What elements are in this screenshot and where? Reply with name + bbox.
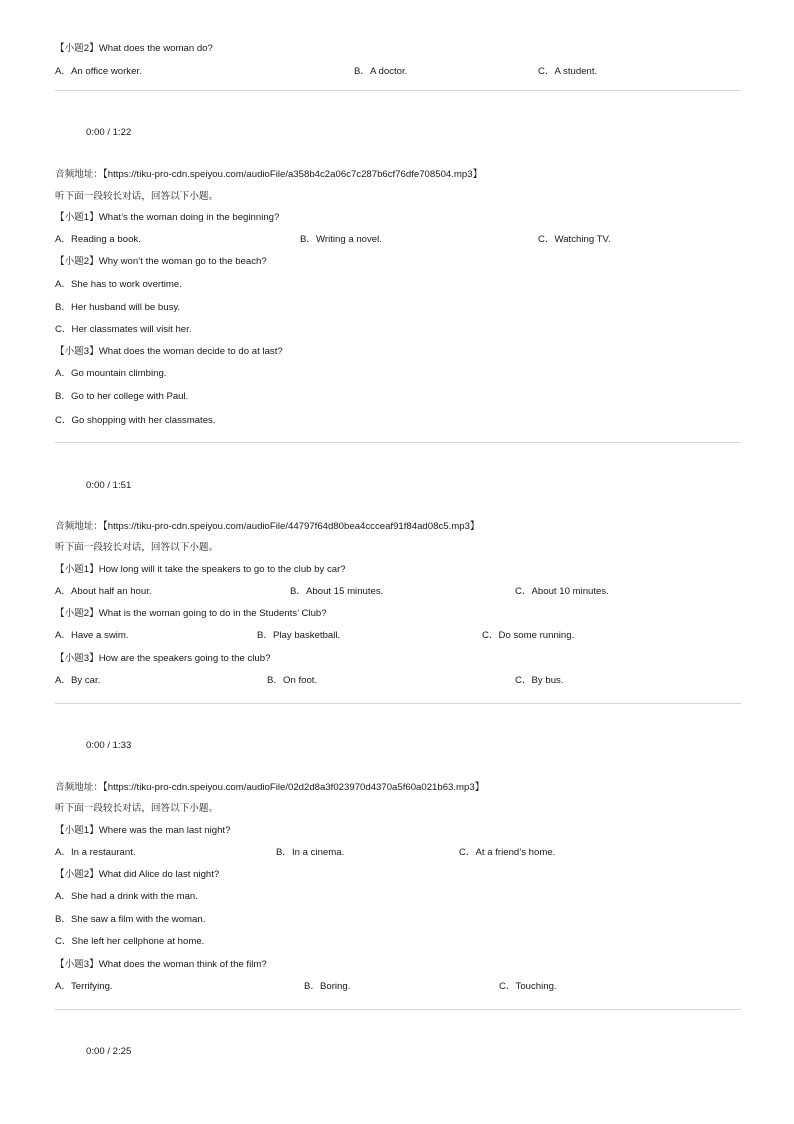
audio-player-time[interactable]: 0:00 / 1:51	[86, 480, 132, 491]
instruction: 听下面一段较长对话，回答以下小题。	[55, 191, 219, 202]
question-stem: 【小题1】Where was the man last night?	[55, 825, 231, 836]
audio-player-time[interactable]: 0:00 / 2:25	[86, 1046, 132, 1057]
option-c: C．Watching TV.	[538, 234, 611, 245]
option-b: B．On foot.	[267, 675, 318, 686]
question-stem: 【小题3】What does the woman decide to do at last?	[55, 346, 283, 357]
option-b: B．Writing a novel.	[300, 234, 382, 245]
option-c: C．At a friend’s home.	[459, 847, 556, 858]
option-c: C．About 10 minutes.	[515, 586, 609, 597]
divider	[55, 703, 741, 704]
option-c: C．Do some running.	[482, 630, 575, 641]
audio-address: 音频地址：【https://tiku-pro-cdn.speiyou.com/audioFile/02d2d8a3f023970d4370a5f60a021b63.mp3】	[55, 782, 485, 793]
option-a: A．She has to work overtime.	[55, 279, 182, 290]
option-b: B．Go to her college with Paul.	[55, 391, 189, 402]
question-stem: 【小题1】How long will it take the speakers to go to the club by car?	[55, 564, 346, 575]
divider	[55, 442, 741, 443]
option-b: B．A doctor.	[354, 66, 408, 77]
option-b: B．Play basketball.	[257, 630, 341, 641]
audio-player-time[interactable]: 0:00 / 1:22	[86, 127, 132, 138]
option-b: B．In a cinema.	[276, 847, 345, 858]
option-c: C．She left her cellphone at home.	[55, 936, 205, 947]
question-stem: 【小题2】What does the woman do?	[55, 43, 213, 54]
option-c: C．Go shopping with her classmates.	[55, 415, 216, 426]
option-b: B．About 15 minutes.	[290, 586, 384, 597]
option-a: A．She had a drink with the man.	[55, 891, 198, 902]
question-stem: 【小题1】What’s the woman doing in the beginning?	[55, 212, 280, 223]
option-a: A．By car.	[55, 675, 101, 686]
question-stem: 【小题3】How are the speakers going to the club?	[55, 653, 271, 664]
audio-address: 音频地址：【https://tiku-pro-cdn.speiyou.com/audioFile/a358b4c2a06c7c287b6cf76dfe708504.mp3】	[55, 169, 483, 180]
option-c: C．By bus.	[515, 675, 564, 686]
option-a: A．Have a swim.	[55, 630, 129, 641]
question-stem: 【小题2】What is the woman going to do in the Students’ Club?	[55, 608, 327, 619]
option-a: A．In a restaurant.	[55, 847, 136, 858]
instruction: 听下面一段较长对话，回答以下小题。	[55, 542, 219, 553]
option-a: A．About half an hour.	[55, 586, 152, 597]
question-stem: 【小题3】What does the woman think of the film?	[55, 959, 267, 970]
option-b: B．Her husband will be busy.	[55, 302, 181, 313]
audio-address: 音频地址：【https://tiku-pro-cdn.speiyou.com/audioFile/44797f64d80bea4ccceaf91f84ad08c5.mp3】	[55, 521, 480, 532]
option-a: A．Go mountain climbing.	[55, 368, 167, 379]
option-c: C．Touching.	[499, 981, 557, 992]
audio-player-time[interactable]: 0:00 / 1:33	[86, 740, 132, 751]
divider	[55, 90, 741, 91]
option-c: C．A student.	[538, 66, 598, 77]
instruction: 听下面一段较长对话，回答以下小题。	[55, 803, 219, 814]
question-stem: 【小题2】What did Alice do last night?	[55, 869, 220, 880]
option-a: A．Reading a book.	[55, 234, 141, 245]
option-c: C．Her classmates will visit her.	[55, 324, 192, 335]
question-stem: 【小题2】Why won’t the woman go to the beach?	[55, 256, 267, 267]
option-a: A．An office worker.	[55, 66, 142, 77]
option-b: B．She saw a film with the woman.	[55, 914, 206, 925]
divider	[55, 1009, 741, 1010]
option-a: A．Terrifying.	[55, 981, 113, 992]
option-b: B．Boring.	[304, 981, 351, 992]
